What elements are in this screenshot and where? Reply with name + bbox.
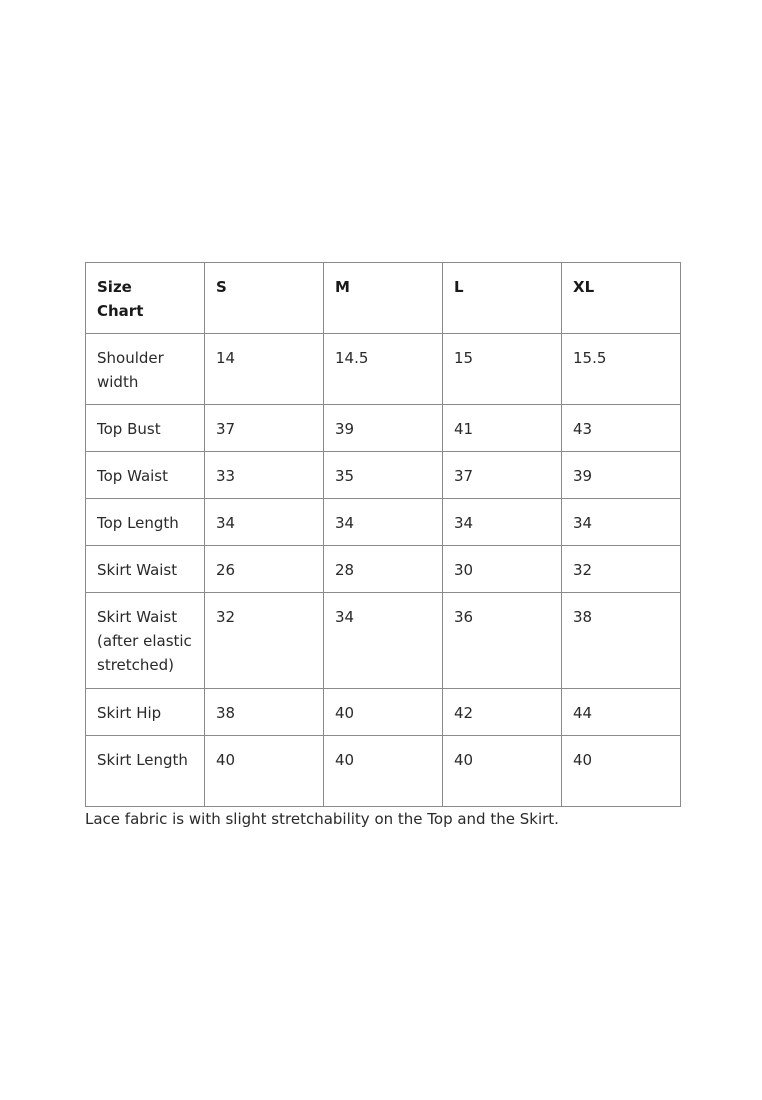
table-row [86, 334, 681, 405]
cell-value: 42 [443, 689, 562, 736]
header-size-m: M [324, 263, 443, 334]
cell-value: 38 [562, 593, 681, 689]
cell-value: 34 [205, 499, 324, 546]
row-label: Top Length [86, 499, 205, 546]
table-row [86, 689, 681, 736]
cell-value: 41 [443, 405, 562, 452]
cell-value: 34 [562, 499, 681, 546]
row-label: Skirt Waist [86, 546, 205, 593]
cell-value: 15.5 [562, 334, 681, 405]
fabric-note: Lace fabric is with slight stretchability on the Top and the Skirt. [85, 810, 559, 828]
cell-value: 39 [562, 452, 681, 499]
table-row [86, 546, 681, 593]
cell-value: 34 [324, 593, 443, 689]
cell-value: 15 [443, 334, 562, 405]
cell-value: 32 [205, 593, 324, 689]
size-chart-table [85, 262, 681, 807]
cell-value: 39 [324, 405, 443, 452]
header-size-l: L [443, 263, 562, 334]
cell-value: 33 [205, 452, 324, 499]
row-label: Skirt Waist (after elastic stretched) [86, 593, 205, 689]
cell-value: 40 [324, 689, 443, 736]
header-size-chart-text: Size Chart [97, 278, 144, 320]
cell-value: 37 [443, 452, 562, 499]
cell-value: 34 [443, 499, 562, 546]
cell-value: 38 [205, 689, 324, 736]
header-size-xl: XL [562, 263, 681, 334]
row-label: Skirt Length [86, 736, 205, 807]
table-row [86, 499, 681, 546]
cell-value: 40 [562, 736, 681, 807]
cell-value: 37 [205, 405, 324, 452]
table-row [86, 452, 681, 499]
cell-value: 43 [562, 405, 681, 452]
cell-value: 36 [443, 593, 562, 689]
cell-value: 28 [324, 546, 443, 593]
row-label: Top Bust [86, 405, 205, 452]
row-label: Shoulder width [86, 334, 205, 405]
cell-value: 14.5 [324, 334, 443, 405]
cell-value: 34 [324, 499, 443, 546]
cell-value: 44 [562, 689, 681, 736]
header-size-chart [86, 263, 205, 334]
cell-value: 30 [443, 546, 562, 593]
cell-value: 32 [562, 546, 681, 593]
cell-value: 14 [205, 334, 324, 405]
cell-value: 40 [205, 736, 324, 807]
cell-value: 26 [205, 546, 324, 593]
cell-value: 40 [324, 736, 443, 807]
header-size-s: S [205, 263, 324, 334]
row-label: Top Waist [86, 452, 205, 499]
header-row [86, 263, 681, 334]
row-label: Skirt Hip [86, 689, 205, 736]
cell-value: 35 [324, 452, 443, 499]
table-row [86, 736, 681, 807]
table-row [86, 405, 681, 452]
cell-value: 40 [443, 736, 562, 807]
table-row [86, 593, 681, 689]
